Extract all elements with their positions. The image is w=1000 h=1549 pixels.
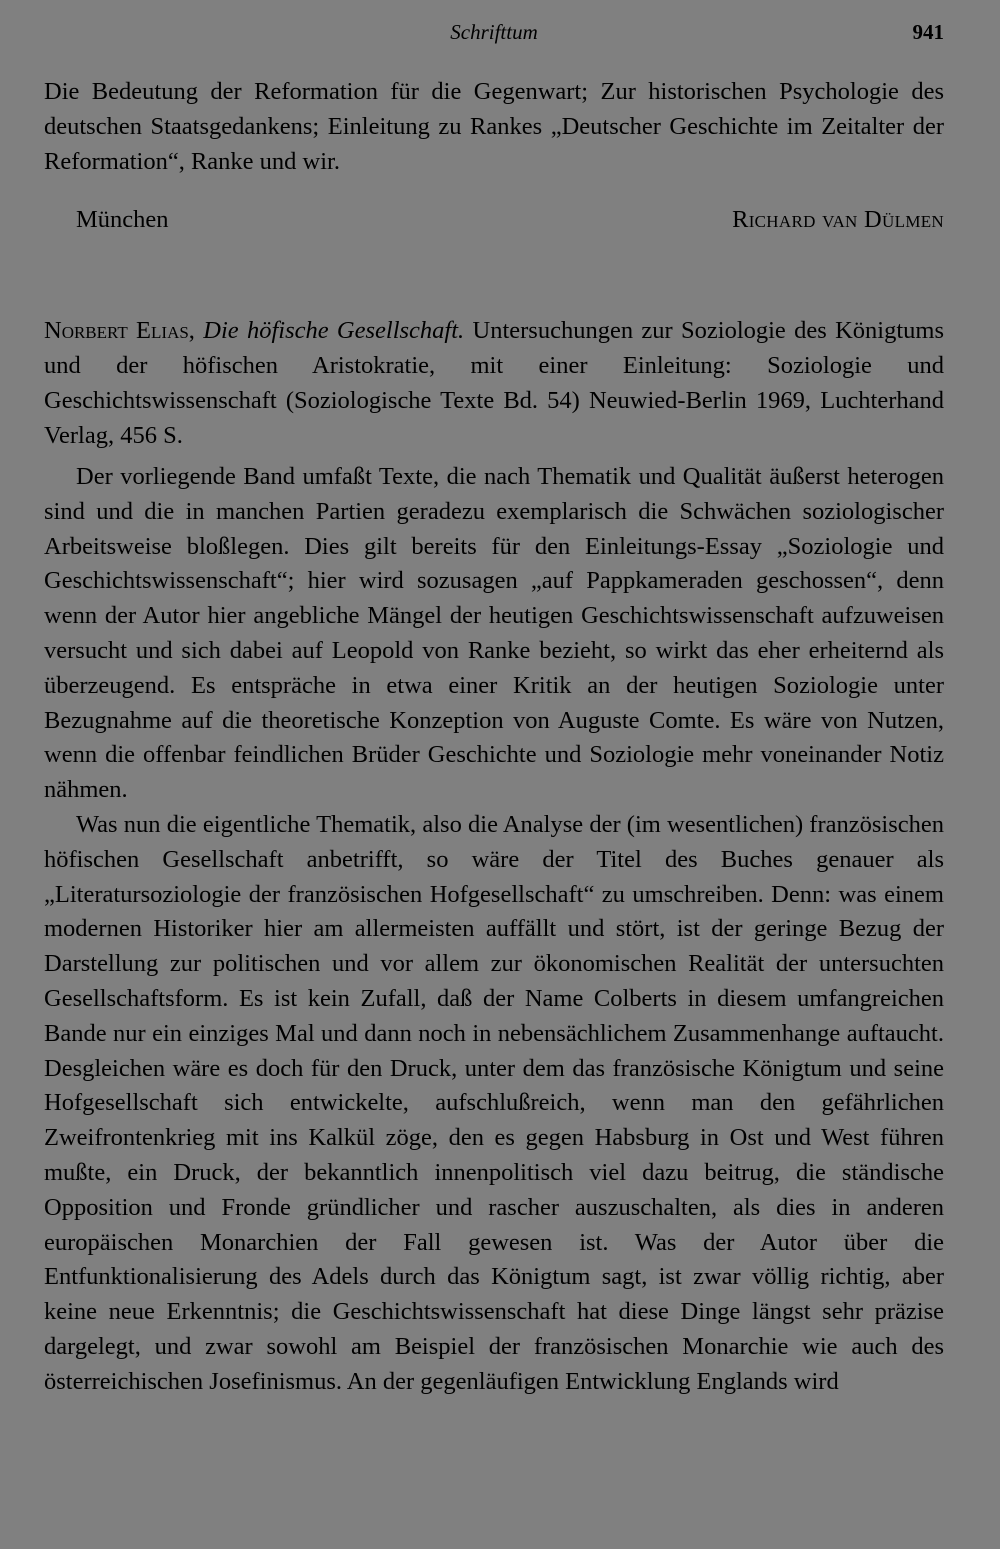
review-citation [44, 313, 944, 453]
review-paragraph: Der vorliegende Band umfaßt Texte, die nach Thematik und Qualität äußerst heterogen sind und die in manchen Partien geradezu exemplarisch die Schwächen soziologischer Arbeitsweise bloßlegen. Dies gilt bereits für den Einleitungs-Essay „Soziologie und Geschichtswissenschaft“; hier wird sozusagen „auf Pappkameraden geschossen“, denn wenn der Autor hier angebliche Mängel der heutigen Geschichtswissenschaft aufzuweisen versucht und sich dabei auf Leopold von Ranke bezieht, so wirkt das eher erheiternd als überzeugend. Es entspräche in etwa einer Kritik an der heutigen Soziologie unter Bezugnahme auf die theoretische Konzeption von Auguste Comte. Es wäre von Nutzen, wenn die offenbar feindlichen Brüder Geschichte und Soziologie mehr voneinander Notiz nähmen. [44, 463, 944, 804]
page-number: 941 [912, 20, 944, 44]
citation-first-line-wrapper [44, 313, 944, 453]
book-author: Norbert Elias, [44, 317, 195, 344]
running-head [44, 20, 944, 46]
running-head-title: Schrifttum [450, 20, 538, 44]
previous-review-closing-text: Die Bedeutung der Reformation für die Gegenwart; Zur historischen Psychologie des deutschen Staatsgedankens; Einleitung zu Rankes „Deutscher Geschichte im Zeitalter der Reformation“, Ranke und wir. [44, 78, 944, 175]
book-title: Die höfische Gesellschaft. [203, 317, 465, 344]
review-paragraph: Was nun die eigentliche Thematik, also die Analyse der (im wesentlichen) französischen höfischen Gesellschaft anbetrifft, so wäre der Titel des Buches genauer als „Literatursoziologie der französischen Hofgesellschaft“ zu umschreiben. Denn: was einem modernen Historiker hier am allermeisten auffällt und stört, ist der geringe Bezug der Darstellung zur politischen und vor allem zur ökonomischen Realität der untersuchten Gesellschaftsform. Es ist kein Zufall, daß der Name Colberts in diesem umfangreichen Bande nur ein einziges Mal und dann noch in nebensächlichem Zusammenhange auftaucht. Desgleichen wäre es doch für den Druck, unter dem das französische Königtum und seine Hofgesellschaft sich entwickelte, aufschlußreich, wenn man den gefährlichen Zweifrontenkrieg mit ins Kalkül zöge, den es gegen Habsburg in Ost und West führen mußte, ein Druck, der bekanntlich innenpolitisch viel dazu beitrug, die ständische Opposition und Fronde gründlicher und rascher auszuschalten, als dies in anderen europäischen Monarchien der Fall gewesen ist. Was der Autor über die Entfunktionalisierung des Adels durch das Königtum sagt, ist zwar völlig richtig, aber keine neue Erkenntnis; die Geschichtswissenschaft hat diese Dinge längst sehr präzise dargelegt, und zwar sowohl am Beispiel der französischen Monarchie wie auch des österreichischen Josefinismus. An der gegenläufigen Entwicklung Englands wird [44, 810, 944, 1395]
bibliographic-details: Untersuchungen zur Soziologie des Königtums und der höfischen Aristokratie, mit einer Einleitung: Soziologie und Geschichtswissenschaft (Soziologische Texte Bd. 54) Neuwied-Berlin 1969, Luchterhand Verlag, 456 S. [44, 317, 945, 449]
signature-reviewer-name: Richard van Dülmen [732, 206, 944, 233]
signature-place: München [76, 206, 169, 233]
review-body [44, 460, 944, 1400]
